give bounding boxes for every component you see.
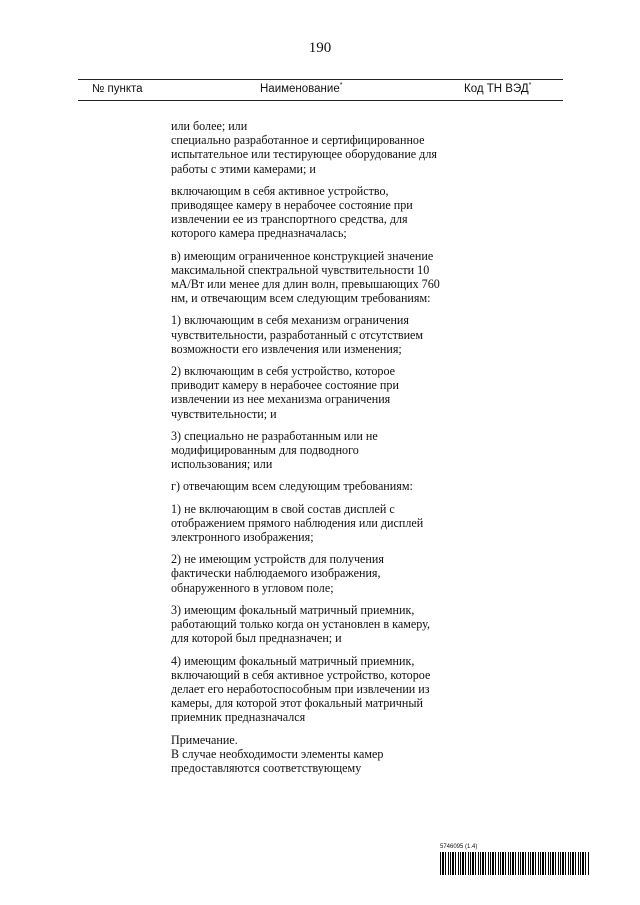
header-code-label: Код ТН ВЭД — [464, 83, 529, 95]
paragraph: 3) специально не разработанным или не модифицированным для подводного использования; или — [171, 428, 378, 472]
barcode — [440, 852, 590, 875]
paragraph: 1) не включающим в свой состав дисплей с отображением прямого наблюдения или дисплей электронного изображения; — [171, 501, 424, 545]
paragraph: г) отвечающим всем следующим требованиям: — [171, 479, 413, 494]
paragraph: включающим в себя активное устройство, приводящее камеру в нерабочее состояние при извлечении ее из транспортного средства, для которого камера предназначалась; — [171, 183, 413, 241]
paragraph: 2) включающим в себя устройство, которое приводит камеру в нерабочее состояние при извлечении из нее механизма ограничения чувствительности; и — [171, 364, 399, 421]
paragraph: 3) имеющим фокальный матричный приемник, работающий только когда он установлен в камеру, для которой был предназначен; и — [171, 602, 430, 646]
page-number: 190 — [308, 40, 332, 56]
paragraph: 2) не имеющим устройств для получения фактически наблюдаемого изображения, обнаруженного в угловом поле; — [171, 552, 384, 595]
paragraph: 4) имеющим фокальный матричный приемник, включающий в себя активное устройство, которое делает его неработоспособным при извлечении из камеры, для которой этот фокальный матричный приемник предназначался — [171, 653, 431, 725]
paragraph: 1) включающим в себя механизм ограничения чувствительности, разработанный с отсутствием возможности его извлечения или изменения; — [171, 313, 424, 356]
header-name-footnote-mark: * — [339, 82, 343, 90]
header-code-footnote-mark: * — [528, 82, 532, 90]
paragraph: или более; или специально разработанное и сертифицированное испытательное или тестирующее оборудование для работы с этими камерами; и — [171, 119, 437, 176]
content-column — [171, 119, 441, 783]
note-heading: Примечание. — [171, 732, 238, 747]
note-text: В случае необходимости элементы камер предоставляются соответствующему — [171, 746, 384, 775]
header-name-label: Наименование — [260, 83, 340, 95]
table-header — [78, 79, 563, 101]
barcode-number: 5746095 (1.4) — [440, 844, 478, 850]
header-code — [464, 83, 531, 95]
header-item-number: № пункта — [92, 83, 143, 95]
header-name — [260, 83, 342, 95]
paragraph: в) имеющим ограниченное конструкцией значение максимальной спектральной чувствительности 10 мА/Вт или менее для длин волн, превышающих 760 нм, и отвечающим всем следующим требованиям: — [171, 248, 440, 306]
